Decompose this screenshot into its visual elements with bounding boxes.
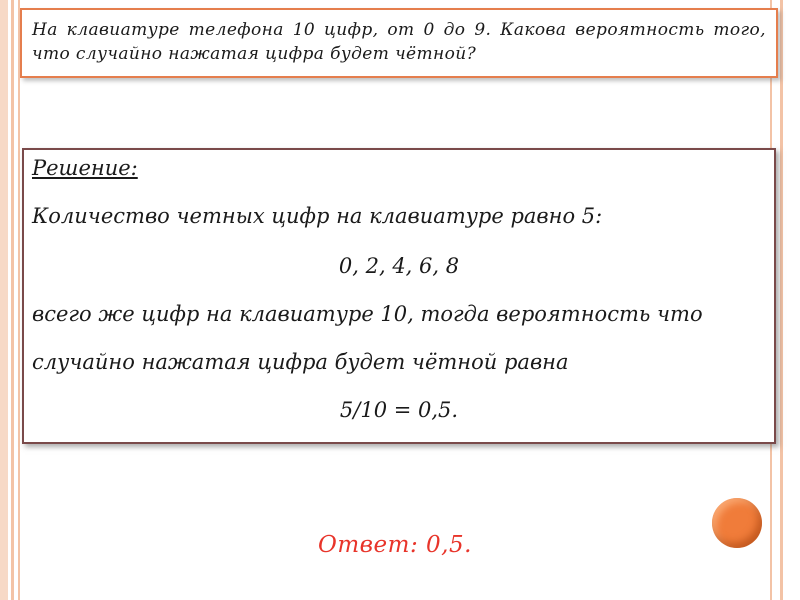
answer-text: Ответ: 0,5. bbox=[318, 532, 472, 558]
question-text: На клавиатуре телефона 10 цифр, от 0 до 9. Какова вероятность того, что случайно нажатая цифра будет чётной? bbox=[32, 20, 766, 64]
probability-fraction: 5/10 = 0,5. bbox=[339, 398, 459, 422]
decorative-stripe bbox=[18, 0, 20, 600]
solution-line: Количество четных цифр на клавиатуре равно 5: bbox=[32, 204, 603, 228]
decorative-stripe bbox=[0, 0, 8, 600]
solution-box bbox=[22, 148, 776, 444]
decorative-stripe bbox=[780, 0, 783, 600]
orange-circle-icon bbox=[712, 498, 762, 548]
question-box bbox=[20, 8, 778, 78]
solution-title: Решение: bbox=[32, 156, 138, 180]
even-digits: 0, 2, 4, 6, 8 bbox=[338, 254, 460, 278]
solution-line: всего же цифр на клавиатуре 10, тогда вероятность что bbox=[32, 302, 703, 326]
solution-line: случайно нажатая цифра будет чётной равна bbox=[32, 350, 569, 374]
